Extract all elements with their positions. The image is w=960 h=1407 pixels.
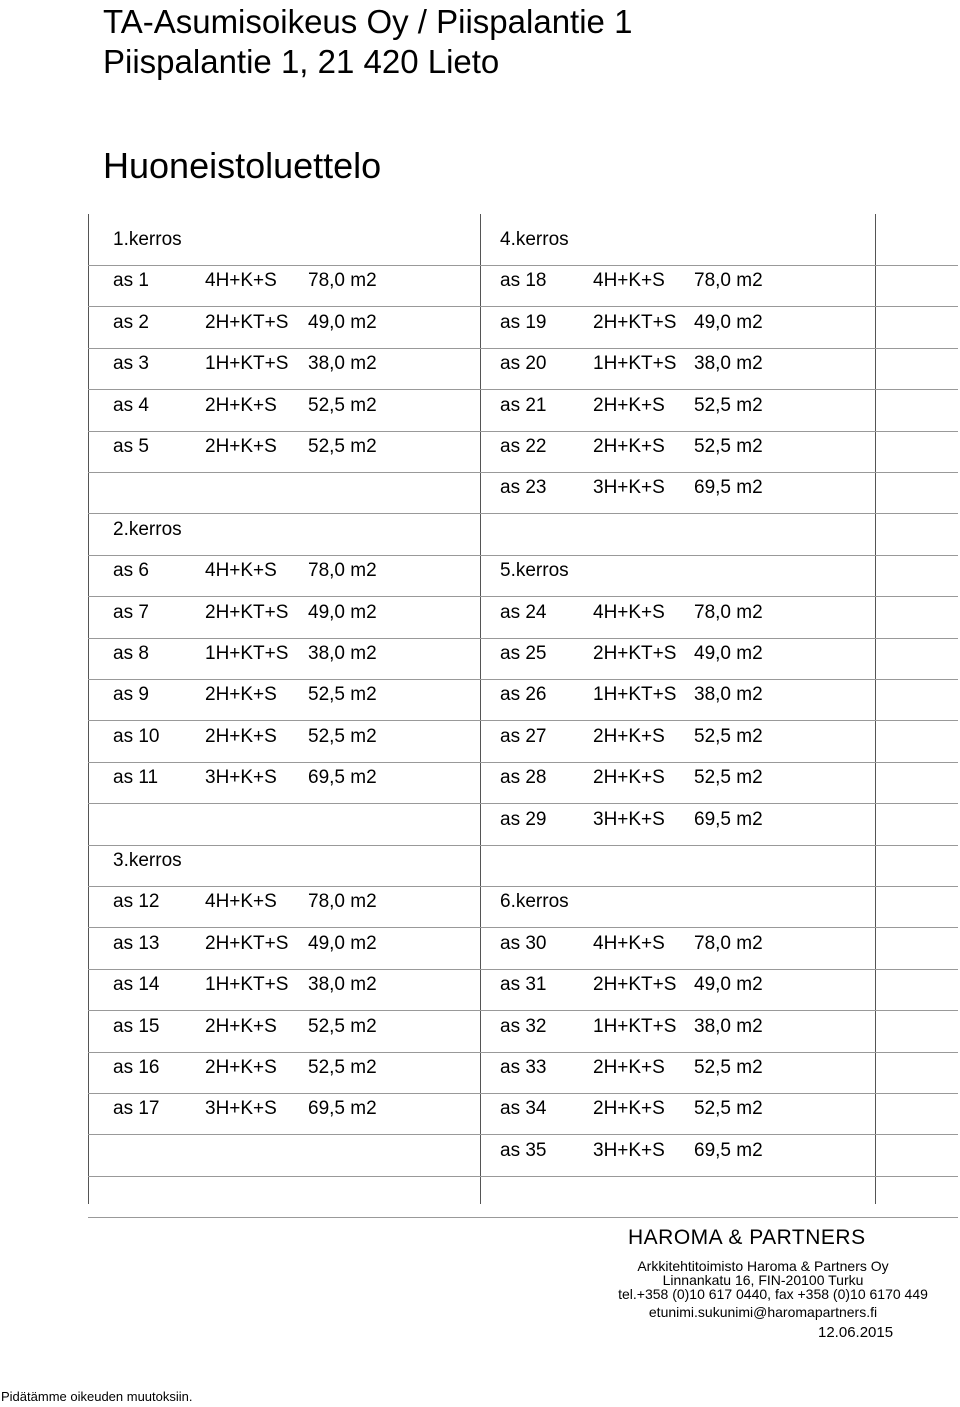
row-divider xyxy=(88,306,958,307)
apartment-area: 52,5 m2 xyxy=(694,394,763,416)
row-divider xyxy=(88,265,958,266)
row-divider xyxy=(88,348,958,349)
row-divider xyxy=(88,720,958,721)
apartment-area: 52,5 m2 xyxy=(308,436,377,457)
row-divider xyxy=(88,1217,958,1218)
row-divider xyxy=(88,803,958,804)
row-divider xyxy=(88,472,958,473)
row-divider xyxy=(88,927,958,928)
apartment-layout: 1H+KT+S xyxy=(593,684,677,706)
apartment-number: as 31 xyxy=(500,974,547,996)
floor-label: 4.kerros xyxy=(500,229,569,250)
column-divider xyxy=(88,214,89,1204)
row-divider xyxy=(88,1176,958,1177)
apartment-area: 38,0 m2 xyxy=(694,1015,763,1037)
apartment-area: 69,5 m2 xyxy=(694,808,763,830)
apartment-number: as 33 xyxy=(500,1057,547,1078)
apartment-layout: 4H+K+S xyxy=(593,270,665,292)
apartment-area: 49,0 m2 xyxy=(694,311,763,333)
apartment-area: 78,0 m2 xyxy=(694,270,763,292)
row-divider xyxy=(88,1010,958,1011)
apartment-area: 52,5 m2 xyxy=(308,394,377,416)
document-date: 12.06.2015 xyxy=(818,1324,894,1341)
apartment-layout: 3H+K+S xyxy=(593,1139,665,1161)
row-divider xyxy=(88,596,958,597)
apartment-area: 52,5 m2 xyxy=(308,1015,377,1037)
apartment-layout: 3H+K+S xyxy=(205,767,277,789)
floor-label: 3.kerros xyxy=(113,850,182,871)
apartment-number: as 25 xyxy=(500,643,547,664)
apartment-number: as 20 xyxy=(500,353,547,375)
apartment-number: as 12 xyxy=(113,891,160,913)
apartment-area: 78,0 m2 xyxy=(694,932,763,954)
row-divider xyxy=(88,555,958,556)
floor-label: 5.kerros xyxy=(500,560,569,582)
apartment-layout: 4H+K+S xyxy=(205,891,277,913)
apartment-layout: 4H+K+S xyxy=(205,270,277,292)
apartment-layout: 2H+K+S xyxy=(205,684,277,706)
apartment-number: as 3 xyxy=(113,353,149,375)
document-title: TA-Asumisoikeus Oy / Piispalantie 1 xyxy=(103,3,633,40)
apartment-layout: 3H+K+S xyxy=(593,477,665,499)
row-divider xyxy=(88,1134,958,1135)
apartment-area: 52,5 m2 xyxy=(308,1057,377,1078)
apartment-number: as 35 xyxy=(500,1139,547,1161)
apartment-area: 38,0 m2 xyxy=(308,353,377,375)
apartment-number: as 4 xyxy=(113,394,149,416)
apartment-number: as 18 xyxy=(500,270,547,292)
floor-label: 6.kerros xyxy=(500,891,569,913)
apartment-number: as 15 xyxy=(113,1015,160,1037)
apartment-number: as 30 xyxy=(500,932,547,954)
apartment-area: 49,0 m2 xyxy=(694,974,763,996)
apartment-area: 78,0 m2 xyxy=(308,891,377,913)
row-divider xyxy=(88,886,958,887)
apartment-area: 52,5 m2 xyxy=(308,725,377,747)
apartment-number: as 14 xyxy=(113,974,160,996)
apartment-layout: 2H+KT+S xyxy=(593,311,677,333)
apartment-area: 38,0 m2 xyxy=(694,353,763,375)
apartment-number: as 1 xyxy=(113,270,149,292)
apartment-area: 78,0 m2 xyxy=(308,560,377,582)
apartment-number: as 17 xyxy=(113,1098,160,1120)
apartment-layout: 1H+KT+S xyxy=(205,353,289,375)
document-address: Piispalantie 1, 21 420 Lieto xyxy=(103,43,500,80)
apartment-layout: 4H+K+S xyxy=(593,601,665,623)
row-divider xyxy=(88,513,958,514)
apartment-area: 78,0 m2 xyxy=(694,601,763,623)
apartment-number: as 23 xyxy=(500,477,547,499)
apartment-number: as 8 xyxy=(113,643,149,664)
disclaimer: Pidätämme oikeuden muutoksiin. xyxy=(1,1389,193,1404)
page-heading: Huoneistoluettelo xyxy=(103,145,382,186)
apartment-number: as 9 xyxy=(113,684,149,706)
apartment-layout: 3H+K+S xyxy=(593,808,665,830)
apartment-layout: 4H+K+S xyxy=(593,932,665,954)
apartment-layout: 1H+KT+S xyxy=(205,974,289,996)
floor-label: 2.kerros xyxy=(113,518,182,540)
company-name: Arkkitehtitoimisto Haroma & Partners Oy xyxy=(637,1258,889,1274)
apartment-number: as 29 xyxy=(500,808,547,830)
apartment-layout: 2H+K+S xyxy=(593,1057,665,1078)
apartment-area: 69,5 m2 xyxy=(308,1098,377,1120)
apartment-number: as 7 xyxy=(113,601,149,623)
apartment-layout: 1H+KT+S xyxy=(593,353,677,375)
apartment-number: as 5 xyxy=(113,436,149,457)
apartment-area: 69,5 m2 xyxy=(694,477,763,499)
apartment-area: 38,0 m2 xyxy=(308,643,377,664)
apartment-area: 38,0 m2 xyxy=(694,684,763,706)
floor-label: 1.kerros xyxy=(113,229,182,250)
apartment-number: as 34 xyxy=(500,1098,547,1120)
apartment-layout: 2H+K+S xyxy=(593,725,665,747)
apartment-number: as 16 xyxy=(113,1057,160,1078)
apartment-layout: 3H+K+S xyxy=(205,1098,277,1120)
apartment-number: as 24 xyxy=(500,601,547,623)
row-divider xyxy=(88,969,958,970)
apartment-area: 49,0 m2 xyxy=(308,932,377,954)
column-divider xyxy=(480,214,481,1204)
apartment-layout: 2H+K+S xyxy=(593,767,665,789)
apartment-layout: 2H+K+S xyxy=(593,1098,665,1120)
apartment-number: as 2 xyxy=(113,311,149,333)
apartment-layout: 2H+K+S xyxy=(205,436,277,457)
row-divider xyxy=(88,762,958,763)
apartment-area: 52,5 m2 xyxy=(694,1098,763,1120)
apartment-area: 52,5 m2 xyxy=(694,436,763,457)
company-phone: tel.+358 (0)10 617 0440, fax +358 (0)10 6170 449 xyxy=(618,1286,928,1302)
apartment-number: as 19 xyxy=(500,311,547,333)
apartment-layout: 4H+K+S xyxy=(205,560,277,582)
apartment-area: 52,5 m2 xyxy=(308,684,377,706)
apartment-number: as 32 xyxy=(500,1015,547,1037)
apartment-number: as 26 xyxy=(500,684,547,706)
row-divider xyxy=(88,679,958,680)
apartment-number: as 28 xyxy=(500,767,547,789)
apartment-layout: 1H+KT+S xyxy=(205,643,289,664)
apartment-number: as 27 xyxy=(500,725,547,747)
row-divider xyxy=(88,1052,958,1053)
apartment-layout: 2H+KT+S xyxy=(593,643,677,664)
apartment-area: 38,0 m2 xyxy=(308,974,377,996)
apartment-area: 52,5 m2 xyxy=(694,767,763,789)
apartment-area: 78,0 m2 xyxy=(308,270,377,292)
apartment-area: 49,0 m2 xyxy=(694,643,763,664)
row-divider xyxy=(88,389,958,390)
apartment-layout: 2H+K+S xyxy=(593,436,665,457)
row-divider xyxy=(88,845,958,846)
apartment-number: as 21 xyxy=(500,394,547,416)
apartment-layout: 2H+K+S xyxy=(205,1015,277,1037)
row-divider xyxy=(88,431,958,432)
apartment-area: 69,5 m2 xyxy=(308,767,377,789)
row-divider xyxy=(88,1093,958,1094)
apartment-number: as 11 xyxy=(113,767,159,789)
apartment-layout: 2H+K+S xyxy=(205,725,277,747)
apartment-layout: 2H+KT+S xyxy=(593,974,677,996)
apartment-layout: 2H+K+S xyxy=(205,1057,277,1078)
apartment-number: as 6 xyxy=(113,560,149,582)
column-divider xyxy=(875,214,876,1204)
apartment-number: as 22 xyxy=(500,436,547,457)
apartment-layout: 1H+KT+S xyxy=(593,1015,677,1037)
apartment-number: as 13 xyxy=(113,932,160,954)
apartment-layout: 2H+KT+S xyxy=(205,311,289,333)
apartment-layout: 2H+K+S xyxy=(593,394,665,416)
apartment-area: 69,5 m2 xyxy=(694,1139,763,1161)
brand-logo-text: HAROMA & PARTNERS xyxy=(628,1226,866,1249)
row-divider xyxy=(88,638,958,639)
apartment-number: as 10 xyxy=(113,725,160,747)
apartment-layout: 2H+KT+S xyxy=(205,601,289,623)
company-email: etunimi.sukunimi@haromapartners.fi xyxy=(648,1304,878,1320)
apartment-layout: 2H+K+S xyxy=(205,394,277,416)
apartment-area: 52,5 m2 xyxy=(694,725,763,747)
apartment-area: 49,0 m2 xyxy=(308,311,377,333)
apartment-area: 49,0 m2 xyxy=(308,601,377,623)
apartment-layout: 2H+KT+S xyxy=(205,932,289,954)
company-address: Linnankatu 16, FIN-20100 Turku xyxy=(662,1272,864,1288)
apartment-area: 52,5 m2 xyxy=(694,1057,763,1078)
